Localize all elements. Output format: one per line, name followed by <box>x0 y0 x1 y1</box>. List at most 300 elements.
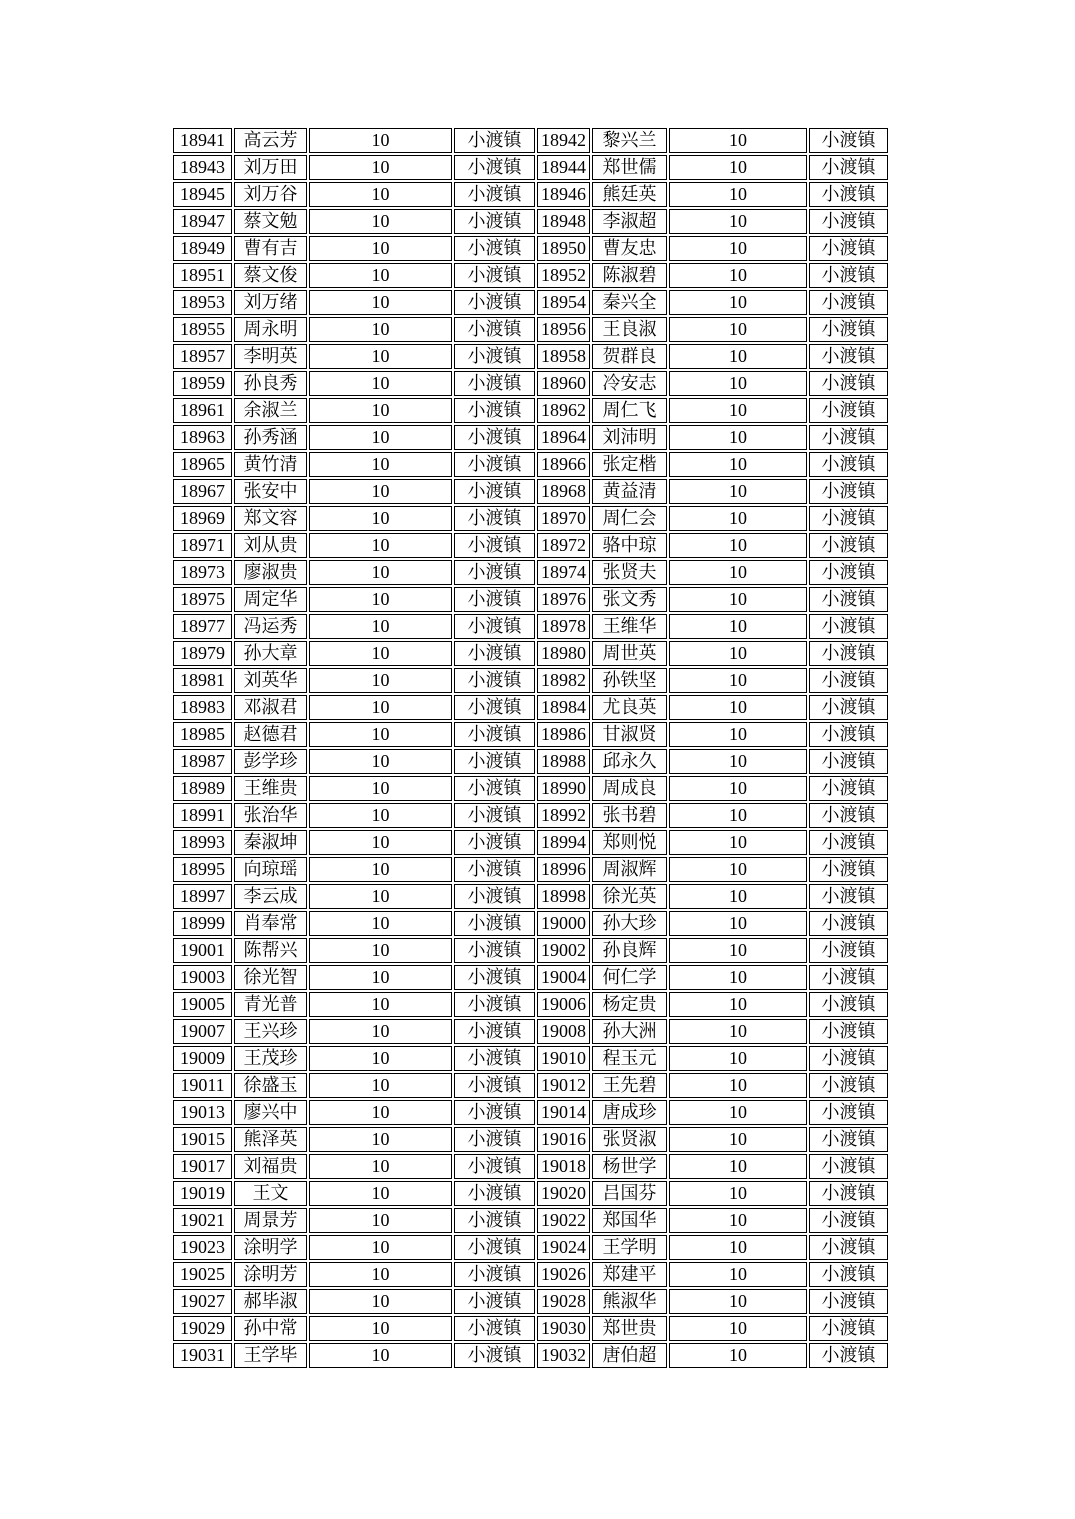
person-name-cell: 秦淑坤 <box>234 830 307 855</box>
record-id-cell: 18952 <box>537 263 590 288</box>
person-name-cell: 唐成珍 <box>592 1100 667 1125</box>
value-cell: 10 <box>669 479 807 504</box>
record-id-cell: 19023 <box>173 1235 232 1260</box>
value-cell: 10 <box>309 1289 452 1314</box>
person-name-cell: 涂明芳 <box>234 1262 307 1287</box>
town-cell: 小渡镇 <box>454 1154 535 1179</box>
value-cell: 10 <box>309 722 452 747</box>
town-cell: 小渡镇 <box>809 992 888 1017</box>
person-name-cell: 何仁学 <box>592 965 667 990</box>
person-name-cell: 向琼瑶 <box>234 857 307 882</box>
value-cell: 10 <box>669 290 807 315</box>
record-id-cell: 19020 <box>537 1181 590 1206</box>
record-id-cell: 19018 <box>537 1154 590 1179</box>
person-name-cell: 蔡文俊 <box>234 263 307 288</box>
person-name-cell: 刘英华 <box>234 668 307 693</box>
record-id-cell: 19031 <box>173 1343 232 1368</box>
person-name-cell: 张定楷 <box>592 452 667 477</box>
town-cell: 小渡镇 <box>809 1235 888 1260</box>
person-name-cell: 张治华 <box>234 803 307 828</box>
town-cell: 小渡镇 <box>809 452 888 477</box>
town-cell: 小渡镇 <box>454 992 535 1017</box>
table-row <box>173 236 888 261</box>
value-cell: 10 <box>669 749 807 774</box>
record-id-cell: 19016 <box>537 1127 590 1152</box>
town-cell: 小渡镇 <box>454 938 535 963</box>
value-cell: 10 <box>669 668 807 693</box>
table-row <box>173 1046 888 1071</box>
value-cell: 10 <box>309 614 452 639</box>
table-row <box>173 776 888 801</box>
record-id-cell: 18995 <box>173 857 232 882</box>
value-cell: 10 <box>309 371 452 396</box>
record-id-cell: 19013 <box>173 1100 232 1125</box>
person-name-cell: 杨定贵 <box>592 992 667 1017</box>
record-id-cell: 19015 <box>173 1127 232 1152</box>
record-id-cell: 18982 <box>537 668 590 693</box>
town-cell: 小渡镇 <box>809 668 888 693</box>
value-cell: 10 <box>309 1100 452 1125</box>
town-cell: 小渡镇 <box>454 344 535 369</box>
person-name-cell: 王维华 <box>592 614 667 639</box>
person-name-cell: 骆中琼 <box>592 533 667 558</box>
value-cell: 10 <box>309 506 452 531</box>
value-cell: 10 <box>669 992 807 1017</box>
town-cell: 小渡镇 <box>809 1019 888 1044</box>
record-id-cell: 18954 <box>537 290 590 315</box>
person-name-cell: 尤良英 <box>592 695 667 720</box>
record-id-cell: 19010 <box>537 1046 590 1071</box>
record-id-cell: 19022 <box>537 1208 590 1233</box>
person-name-cell: 周世英 <box>592 641 667 666</box>
value-cell: 10 <box>309 1208 452 1233</box>
person-name-cell: 孙大章 <box>234 641 307 666</box>
person-name-cell: 周景芳 <box>234 1208 307 1233</box>
value-cell: 10 <box>309 1073 452 1098</box>
person-name-cell: 刘福贵 <box>234 1154 307 1179</box>
record-id-cell: 18946 <box>537 182 590 207</box>
table-row <box>173 317 888 342</box>
town-cell: 小渡镇 <box>809 1073 888 1098</box>
town-cell: 小渡镇 <box>454 182 535 207</box>
value-cell: 10 <box>669 1100 807 1125</box>
value-cell: 10 <box>669 371 807 396</box>
person-name-cell: 周成良 <box>592 776 667 801</box>
table-row <box>173 938 888 963</box>
table-row <box>173 1181 888 1206</box>
town-cell: 小渡镇 <box>809 479 888 504</box>
table-body <box>173 128 888 1368</box>
record-id-cell: 19019 <box>173 1181 232 1206</box>
table-row <box>173 1019 888 1044</box>
value-cell: 10 <box>669 641 807 666</box>
record-id-cell: 18987 <box>173 749 232 774</box>
value-cell: 10 <box>669 1235 807 1260</box>
table-row <box>173 722 888 747</box>
person-name-cell: 郑则悦 <box>592 830 667 855</box>
person-name-cell: 廖淑贵 <box>234 560 307 585</box>
person-name-cell: 熊淑华 <box>592 1289 667 1314</box>
record-id-cell: 19028 <box>537 1289 590 1314</box>
record-id-cell: 18945 <box>173 182 232 207</box>
person-name-cell: 刘万田 <box>234 155 307 180</box>
value-cell: 10 <box>669 1289 807 1314</box>
table-row <box>173 155 888 180</box>
town-cell: 小渡镇 <box>454 1208 535 1233</box>
value-cell: 10 <box>309 1019 452 1044</box>
person-name-cell: 郑世儒 <box>592 155 667 180</box>
record-id-cell: 18985 <box>173 722 232 747</box>
town-cell: 小渡镇 <box>809 1154 888 1179</box>
record-id-cell: 18984 <box>537 695 590 720</box>
table-row <box>173 533 888 558</box>
table-row <box>173 1100 888 1125</box>
record-id-cell: 19002 <box>537 938 590 963</box>
town-cell: 小渡镇 <box>809 1262 888 1287</box>
value-cell: 10 <box>669 1019 807 1044</box>
person-name-cell: 孙良辉 <box>592 938 667 963</box>
record-id-cell: 18949 <box>173 236 232 261</box>
record-id-cell: 18971 <box>173 533 232 558</box>
town-cell: 小渡镇 <box>809 560 888 585</box>
table-row <box>173 452 888 477</box>
town-cell: 小渡镇 <box>454 317 535 342</box>
town-cell: 小渡镇 <box>809 425 888 450</box>
value-cell: 10 <box>309 1235 452 1260</box>
value-cell: 10 <box>669 722 807 747</box>
town-cell: 小渡镇 <box>809 1289 888 1314</box>
town-cell: 小渡镇 <box>809 641 888 666</box>
town-cell: 小渡镇 <box>454 776 535 801</box>
record-id-cell: 18977 <box>173 614 232 639</box>
town-cell: 小渡镇 <box>809 749 888 774</box>
person-name-cell: 郑国华 <box>592 1208 667 1233</box>
record-id-cell: 18944 <box>537 155 590 180</box>
town-cell: 小渡镇 <box>454 155 535 180</box>
value-cell: 10 <box>309 155 452 180</box>
record-id-cell: 19021 <box>173 1208 232 1233</box>
value-cell: 10 <box>309 749 452 774</box>
record-id-cell: 18991 <box>173 803 232 828</box>
value-cell: 10 <box>669 398 807 423</box>
value-cell: 10 <box>669 911 807 936</box>
town-cell: 小渡镇 <box>454 1019 535 1044</box>
town-cell: 小渡镇 <box>454 884 535 909</box>
record-id-cell: 18968 <box>537 479 590 504</box>
town-cell: 小渡镇 <box>809 398 888 423</box>
value-cell: 10 <box>669 857 807 882</box>
person-name-cell: 郝毕淑 <box>234 1289 307 1314</box>
value-cell: 10 <box>669 209 807 234</box>
town-cell: 小渡镇 <box>454 1235 535 1260</box>
town-cell: 小渡镇 <box>809 128 888 153</box>
value-cell: 10 <box>669 506 807 531</box>
town-cell: 小渡镇 <box>809 965 888 990</box>
value-cell: 10 <box>669 344 807 369</box>
record-id-cell: 19017 <box>173 1154 232 1179</box>
value-cell: 10 <box>309 965 452 990</box>
record-id-cell: 18986 <box>537 722 590 747</box>
value-cell: 10 <box>669 533 807 558</box>
record-id-cell: 18989 <box>173 776 232 801</box>
table-row <box>173 1262 888 1287</box>
record-id-cell: 18998 <box>537 884 590 909</box>
town-cell: 小渡镇 <box>809 911 888 936</box>
person-name-cell: 赵德君 <box>234 722 307 747</box>
table-row <box>173 1343 888 1368</box>
person-name-cell: 周淑辉 <box>592 857 667 882</box>
table-row <box>173 425 888 450</box>
value-cell: 10 <box>669 263 807 288</box>
value-cell: 10 <box>669 965 807 990</box>
town-cell: 小渡镇 <box>454 371 535 396</box>
record-id-cell: 18979 <box>173 641 232 666</box>
town-cell: 小渡镇 <box>454 722 535 747</box>
record-id-cell: 19004 <box>537 965 590 990</box>
value-cell: 10 <box>309 128 452 153</box>
record-id-cell: 18961 <box>173 398 232 423</box>
record-id-cell: 18960 <box>537 371 590 396</box>
person-name-cell: 余淑兰 <box>234 398 307 423</box>
person-name-cell: 张贤淑 <box>592 1127 667 1152</box>
record-id-cell: 18983 <box>173 695 232 720</box>
record-id-cell: 18964 <box>537 425 590 450</box>
value-cell: 10 <box>309 290 452 315</box>
record-id-cell: 18951 <box>173 263 232 288</box>
person-name-cell: 徐盛玉 <box>234 1073 307 1098</box>
value-cell: 10 <box>669 1181 807 1206</box>
value-cell: 10 <box>669 155 807 180</box>
value-cell: 10 <box>309 533 452 558</box>
value-cell: 10 <box>309 209 452 234</box>
value-cell: 10 <box>669 425 807 450</box>
value-cell: 10 <box>309 425 452 450</box>
person-name-cell: 高云芳 <box>234 128 307 153</box>
person-name-cell: 曹有吉 <box>234 236 307 261</box>
person-name-cell: 孙大珍 <box>592 911 667 936</box>
table-row <box>173 1154 888 1179</box>
value-cell: 10 <box>669 830 807 855</box>
value-cell: 10 <box>309 668 452 693</box>
town-cell: 小渡镇 <box>454 965 535 990</box>
town-cell: 小渡镇 <box>809 830 888 855</box>
value-cell: 10 <box>669 587 807 612</box>
value-cell: 10 <box>309 776 452 801</box>
person-name-cell: 张文秀 <box>592 587 667 612</box>
person-name-cell: 刘万谷 <box>234 182 307 207</box>
person-name-cell: 王维贵 <box>234 776 307 801</box>
person-name-cell: 黄竹清 <box>234 452 307 477</box>
value-cell: 10 <box>309 398 452 423</box>
record-id-cell: 18980 <box>537 641 590 666</box>
value-cell: 10 <box>669 776 807 801</box>
person-name-cell: 张书碧 <box>592 803 667 828</box>
person-name-cell: 涂明学 <box>234 1235 307 1260</box>
person-name-cell: 王良淑 <box>592 317 667 342</box>
record-id-cell: 18958 <box>537 344 590 369</box>
value-cell: 10 <box>669 803 807 828</box>
record-id-cell: 18959 <box>173 371 232 396</box>
town-cell: 小渡镇 <box>454 209 535 234</box>
town-cell: 小渡镇 <box>454 236 535 261</box>
town-cell: 小渡镇 <box>454 1343 535 1368</box>
value-cell: 10 <box>309 587 452 612</box>
value-cell: 10 <box>309 236 452 261</box>
record-id-cell: 18996 <box>537 857 590 882</box>
record-id-cell: 18969 <box>173 506 232 531</box>
town-cell: 小渡镇 <box>454 803 535 828</box>
town-cell: 小渡镇 <box>454 911 535 936</box>
town-cell: 小渡镇 <box>809 344 888 369</box>
value-cell: 10 <box>309 830 452 855</box>
table-row <box>173 1127 888 1152</box>
record-id-cell: 18994 <box>537 830 590 855</box>
town-cell: 小渡镇 <box>454 1073 535 1098</box>
person-name-cell: 邱永久 <box>592 749 667 774</box>
record-id-cell: 19026 <box>537 1262 590 1287</box>
person-name-cell: 甘淑贤 <box>592 722 667 747</box>
town-cell: 小渡镇 <box>454 263 535 288</box>
record-id-cell: 19005 <box>173 992 232 1017</box>
person-name-cell: 曹友忠 <box>592 236 667 261</box>
record-id-cell: 18948 <box>537 209 590 234</box>
value-cell: 10 <box>309 884 452 909</box>
value-cell: 10 <box>309 263 452 288</box>
person-name-cell: 周永明 <box>234 317 307 342</box>
value-cell: 10 <box>309 1046 452 1071</box>
town-cell: 小渡镇 <box>454 641 535 666</box>
value-cell: 10 <box>309 857 452 882</box>
town-cell: 小渡镇 <box>454 830 535 855</box>
town-cell: 小渡镇 <box>454 560 535 585</box>
table-row <box>173 182 888 207</box>
record-id-cell: 18978 <box>537 614 590 639</box>
record-id-cell: 19001 <box>173 938 232 963</box>
record-id-cell: 18962 <box>537 398 590 423</box>
record-id-cell: 18973 <box>173 560 232 585</box>
record-id-cell: 18975 <box>173 587 232 612</box>
person-name-cell: 青光普 <box>234 992 307 1017</box>
value-cell: 10 <box>669 1073 807 1098</box>
person-name-cell: 周仁会 <box>592 506 667 531</box>
town-cell: 小渡镇 <box>809 587 888 612</box>
value-cell: 10 <box>669 182 807 207</box>
person-name-cell: 徐光英 <box>592 884 667 909</box>
value-cell: 10 <box>309 1262 452 1287</box>
town-cell: 小渡镇 <box>454 1316 535 1341</box>
person-name-cell: 孙中常 <box>234 1316 307 1341</box>
record-id-cell: 18988 <box>537 749 590 774</box>
town-cell: 小渡镇 <box>809 803 888 828</box>
record-id-cell: 18942 <box>537 128 590 153</box>
town-cell: 小渡镇 <box>809 695 888 720</box>
record-id-cell: 18950 <box>537 236 590 261</box>
person-name-cell: 刘从贵 <box>234 533 307 558</box>
person-name-cell: 王学明 <box>592 1235 667 1260</box>
record-id-cell: 19030 <box>537 1316 590 1341</box>
person-name-cell: 李明英 <box>234 344 307 369</box>
town-cell: 小渡镇 <box>454 128 535 153</box>
record-id-cell: 19011 <box>173 1073 232 1098</box>
table-row <box>173 263 888 288</box>
person-name-cell: 刘万绪 <box>234 290 307 315</box>
town-cell: 小渡镇 <box>454 506 535 531</box>
table-row <box>173 830 888 855</box>
person-name-cell: 吕国芬 <box>592 1181 667 1206</box>
town-cell: 小渡镇 <box>809 1316 888 1341</box>
record-id-cell: 19008 <box>537 1019 590 1044</box>
value-cell: 10 <box>669 1208 807 1233</box>
person-name-cell: 蔡文勉 <box>234 209 307 234</box>
table-row <box>173 911 888 936</box>
value-cell: 10 <box>309 1154 452 1179</box>
person-name-cell: 王茂珍 <box>234 1046 307 1071</box>
record-id-cell: 18976 <box>537 587 590 612</box>
person-name-cell: 孙大洲 <box>592 1019 667 1044</box>
person-name-cell: 程玉元 <box>592 1046 667 1071</box>
person-name-cell: 陈淑碧 <box>592 263 667 288</box>
town-cell: 小渡镇 <box>454 1289 535 1314</box>
value-cell: 10 <box>309 695 452 720</box>
table-row <box>173 803 888 828</box>
value-cell: 10 <box>309 452 452 477</box>
record-id-cell: 19032 <box>537 1343 590 1368</box>
table-row <box>173 560 888 585</box>
person-name-cell: 郑世贵 <box>592 1316 667 1341</box>
value-cell: 10 <box>669 614 807 639</box>
record-id-cell: 18981 <box>173 668 232 693</box>
town-cell: 小渡镇 <box>454 695 535 720</box>
town-cell: 小渡镇 <box>809 317 888 342</box>
town-cell: 小渡镇 <box>454 1127 535 1152</box>
person-name-cell: 熊泽英 <box>234 1127 307 1152</box>
person-name-cell: 冷安志 <box>592 371 667 396</box>
value-cell: 10 <box>309 479 452 504</box>
town-cell: 小渡镇 <box>454 533 535 558</box>
town-cell: 小渡镇 <box>809 263 888 288</box>
town-cell: 小渡镇 <box>454 452 535 477</box>
value-cell: 10 <box>309 911 452 936</box>
town-cell: 小渡镇 <box>454 668 535 693</box>
person-name-cell: 肖奉常 <box>234 911 307 936</box>
record-id-cell: 19012 <box>537 1073 590 1098</box>
record-id-cell: 19029 <box>173 1316 232 1341</box>
value-cell: 10 <box>309 992 452 1017</box>
town-cell: 小渡镇 <box>809 290 888 315</box>
person-name-cell: 杨世学 <box>592 1154 667 1179</box>
value-cell: 10 <box>669 1127 807 1152</box>
table-row <box>173 749 888 774</box>
value-cell: 10 <box>669 1046 807 1071</box>
record-id-cell: 19007 <box>173 1019 232 1044</box>
record-id-cell: 19027 <box>173 1289 232 1314</box>
person-name-cell: 孙铁坚 <box>592 668 667 693</box>
person-name-cell: 唐伯超 <box>592 1343 667 1368</box>
town-cell: 小渡镇 <box>454 587 535 612</box>
table-row <box>173 1316 888 1341</box>
value-cell: 10 <box>309 317 452 342</box>
table-row <box>173 1073 888 1098</box>
table-row <box>173 209 888 234</box>
value-cell: 10 <box>309 803 452 828</box>
value-cell: 10 <box>309 641 452 666</box>
record-id-cell: 18947 <box>173 209 232 234</box>
record-id-cell: 19009 <box>173 1046 232 1071</box>
record-id-cell: 18967 <box>173 479 232 504</box>
table-row <box>173 614 888 639</box>
town-cell: 小渡镇 <box>809 1046 888 1071</box>
value-cell: 10 <box>309 1316 452 1341</box>
